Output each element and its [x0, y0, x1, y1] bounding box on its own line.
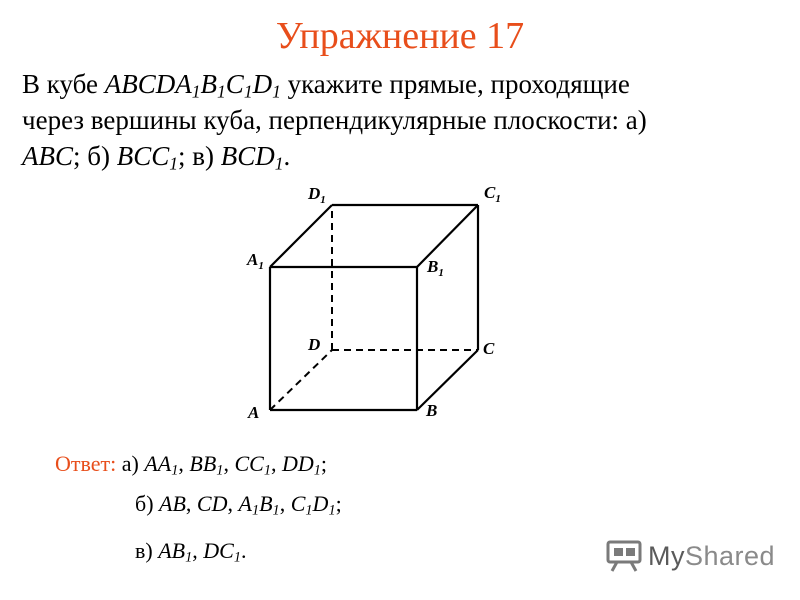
myshared-logo [606, 536, 775, 576]
vertex-label-b1: $B_1$ [427, 257, 444, 279]
vertex-label-a: A [248, 403, 260, 422]
vertex-label-c1: $C_1$ [484, 183, 501, 205]
edge-ad-hidden [270, 350, 332, 410]
answer-label: Ответ: [55, 451, 117, 476]
edge-a1d1 [270, 205, 332, 267]
answer-line-b: б) AB, CD, $A_1B_1$, $C_1D_1$; [135, 491, 342, 519]
vertex-label-c: C [483, 339, 495, 358]
vertex-label-d: D [308, 335, 321, 354]
vertex-label-d1: $D_1$ [308, 184, 326, 206]
answer-line-a: Ответ: а) $AA_1$, $BB_1$, $CC_1$, $DD_1$; [55, 451, 328, 479]
logo-text: MyShared [648, 540, 776, 571]
slide-title: Упражнение 17 [275, 15, 525, 57]
answer-line-c: в) $AB_1$, $DC_1$. [135, 538, 247, 566]
problem-statement: В кубе $ABCDA_1B_1C_1D_1$ укажите прямые, проходящие через вершины куба, перпендикулярные плоскости: а) ABC; б) $BCC_1$; в) $BCD_1$. [22, 69, 647, 174]
vertex-label-a1: $A_1$ [247, 250, 264, 272]
projector-icon [606, 539, 642, 573]
vertex-label-b: B [426, 401, 438, 420]
